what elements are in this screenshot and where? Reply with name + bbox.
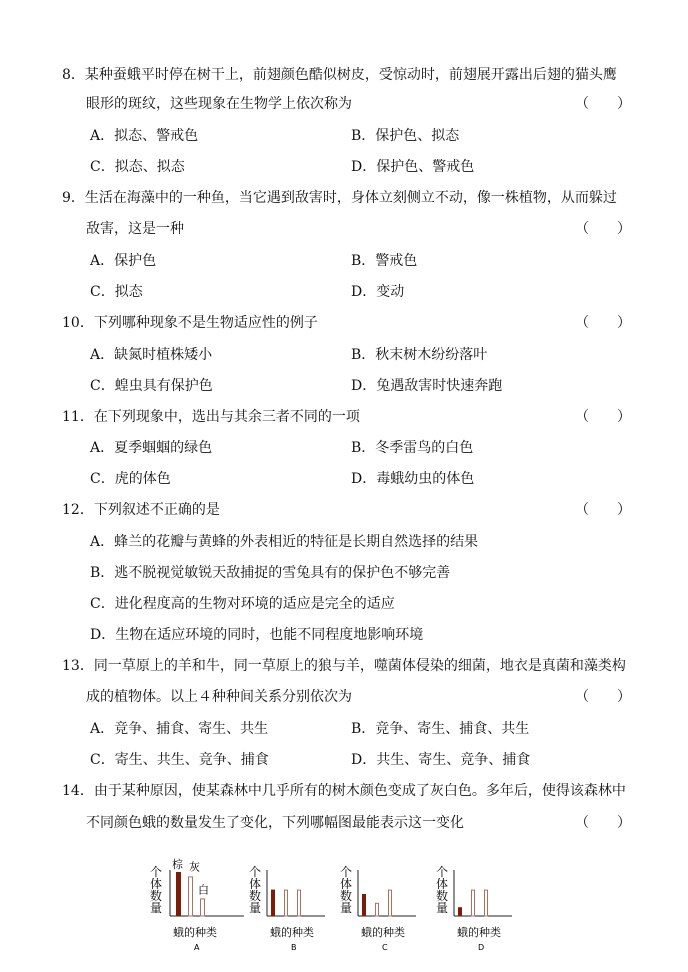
chart-d-svg (432, 852, 522, 957)
bar-白 (485, 890, 488, 916)
y-axis-label-char: 数 (436, 889, 449, 903)
question-number: 10． (62, 315, 94, 331)
y-axis-label-char: 数 (249, 889, 262, 903)
bar-label: 白 (198, 883, 209, 897)
y-axis-label-char: 体 (249, 877, 262, 891)
option-d: D．兔遇敌害时快速奔跑 (351, 378, 503, 394)
bar-灰 (472, 890, 475, 916)
y-axis-label-char: 量 (436, 901, 449, 915)
option-d: D．变动 (351, 284, 405, 300)
option-a: A．竞争、捕食、寄生、共生 (90, 721, 269, 737)
bar-白 (389, 890, 392, 916)
option-d: D．生物在适应环境的同时，也能不同程度地影响环境 (90, 627, 424, 643)
option-a: A．蜂兰的花瓣与黄蜂的外表相近的特征是长期自然选择的结果 (90, 534, 479, 550)
option-c: C．寄生、共生、竞争、捕食 (90, 752, 269, 768)
x-axis-label: 蛾的种类 (173, 926, 217, 939)
question-number: 12． (62, 502, 94, 518)
question-13-line-1 (62, 658, 626, 674)
chart-letter: A (194, 943, 200, 952)
answer-bracket: （ ） (575, 221, 631, 237)
question-text: 同一草原上的羊和牛，同一草原上的狼与羊，噬菌体侵染的细菌，地衣是真菌和藻类构 (93, 658, 626, 674)
question-text: 某种蚕蛾平时停在树干上，前翅颜色酷似树皮，受惊动时，前翅展开露出后翅的猫头鹰 (84, 67, 617, 83)
option-a: A．缺氮时植株矮小 (90, 347, 213, 363)
question-number: 11． (62, 409, 94, 425)
option-b: B．秋末树木纷纷落叶 (351, 347, 488, 363)
y-axis-label-char: 数 (150, 889, 163, 903)
question-9-line-1 (62, 190, 617, 206)
answer-bracket: （ ） (575, 96, 631, 112)
question-text: 在下列现象中，选出与其余三者不同的一项 (93, 409, 360, 425)
bar-灰 (285, 890, 288, 916)
x-axis-label: 蛾的种类 (361, 926, 405, 939)
chart-letter: B (291, 943, 297, 952)
bar-白 (298, 890, 301, 916)
option-c: C．蝗虫具有保护色 (90, 378, 213, 394)
bar-label: 棕 (172, 858, 183, 871)
chart-letter: C (382, 943, 388, 952)
question-8-line-2: 眼形的斑纹，这些现象在生物学上依次称为 (86, 96, 352, 112)
y-axis-label-char: 体 (340, 877, 353, 891)
chart-a (146, 852, 246, 957)
bar-灰 (376, 903, 379, 916)
option-c: C．拟态、拟态 (90, 159, 185, 175)
question-14-line-2: 不同颜色蛾的数量发生了变化，下列哪幅图最能表示这一变化 (86, 815, 464, 831)
option-c: C．虎的体色 (90, 471, 171, 487)
option-d: D．保护色、警戒色 (351, 159, 475, 175)
chart-d (432, 852, 522, 957)
option-c: C．拟态 (90, 284, 143, 300)
bar-棕 (458, 907, 462, 916)
option-a: A．拟态、警戒色 (90, 128, 199, 144)
y-axis-label-char: 量 (340, 901, 353, 915)
question-number: 8． (62, 67, 85, 83)
option-b: B．保护色、拟态 (351, 128, 460, 144)
option-b: B．竞争、寄生、捕食、共生 (351, 721, 530, 737)
option-a: A．保护色 (90, 253, 157, 269)
x-axis-label: 蛾的种类 (457, 926, 501, 939)
y-axis-label-char: 量 (150, 901, 163, 915)
question-text: 下列哪种现象不是生物适应性的例子 (93, 315, 318, 331)
y-axis-label-char: 个 (249, 865, 262, 879)
question-text: 生活在海藻中的一种鱼，当它遇到敌害时，身体立刻侧立不动，像一株植物，从而躲过 (84, 190, 617, 206)
question-text: 由于某种原因，使某森林中几乎所有的树木颜色变成了灰白色。多年后，使得该森林中 (93, 783, 626, 799)
option-b: B．逃不脱视觉敏锐天敌捕捉的雪兔具有的保护色不够完善 (90, 565, 451, 581)
answer-bracket: （ ） (575, 502, 631, 518)
chart-c (336, 852, 426, 957)
question-14-line-1 (62, 783, 626, 799)
option-d: D．共生、寄生、竞争、捕食 (351, 752, 531, 768)
bar-棕 (362, 894, 366, 916)
option-a: A．夏季蝈蝈的绿色 (90, 440, 213, 456)
bar-label: 灰 (189, 860, 200, 874)
question-12-line-1 (62, 502, 220, 518)
x-axis-label: 蛾的种类 (270, 926, 314, 939)
y-axis-label-char: 数 (340, 889, 353, 903)
question-13-line-2: 成的植物体。以上４种种间关系分别依次为 (86, 689, 352, 705)
answer-bracket: （ ） (575, 815, 631, 831)
option-b: B．警戒色 (351, 253, 418, 269)
answer-bracket: （ ） (575, 315, 631, 331)
question-text: 下列叙述不正确的是 (93, 502, 220, 518)
question-8-line-1 (62, 67, 617, 83)
question-10-line-1 (62, 315, 318, 331)
y-axis-label-char: 量 (249, 901, 262, 915)
answer-bracket: （ ） (575, 689, 631, 705)
chart-a-svg (146, 852, 246, 957)
option-c: C．进化程度高的生物对环境的适应是完全的适应 (90, 596, 395, 612)
y-axis-label-char: 个 (436, 865, 449, 879)
question-11-line-1 (62, 409, 360, 425)
bar-棕 (176, 872, 181, 916)
y-axis-label-char: 个 (340, 865, 353, 879)
option-d: D．毒蛾幼虫的体色 (351, 471, 475, 487)
question-number: 9． (62, 190, 85, 206)
bar-灰 (189, 877, 193, 916)
bar-棕 (271, 890, 275, 916)
question-9-line-2: 敌害，这是一种 (86, 221, 184, 237)
y-axis-label-char: 体 (150, 877, 163, 891)
answer-bracket: （ ） (575, 409, 631, 425)
y-axis-label-char: 个 (150, 865, 163, 879)
chart-b-svg (245, 852, 335, 957)
question-number: 13． (62, 658, 94, 674)
bar-白 (201, 899, 205, 916)
chart-b (245, 852, 335, 957)
option-b: B．冬季雷鸟的白色 (351, 440, 474, 456)
chart-c-svg (336, 852, 426, 957)
question-number: 14． (62, 783, 94, 799)
y-axis-label-char: 体 (436, 877, 449, 891)
chart-letter: D (478, 943, 485, 952)
